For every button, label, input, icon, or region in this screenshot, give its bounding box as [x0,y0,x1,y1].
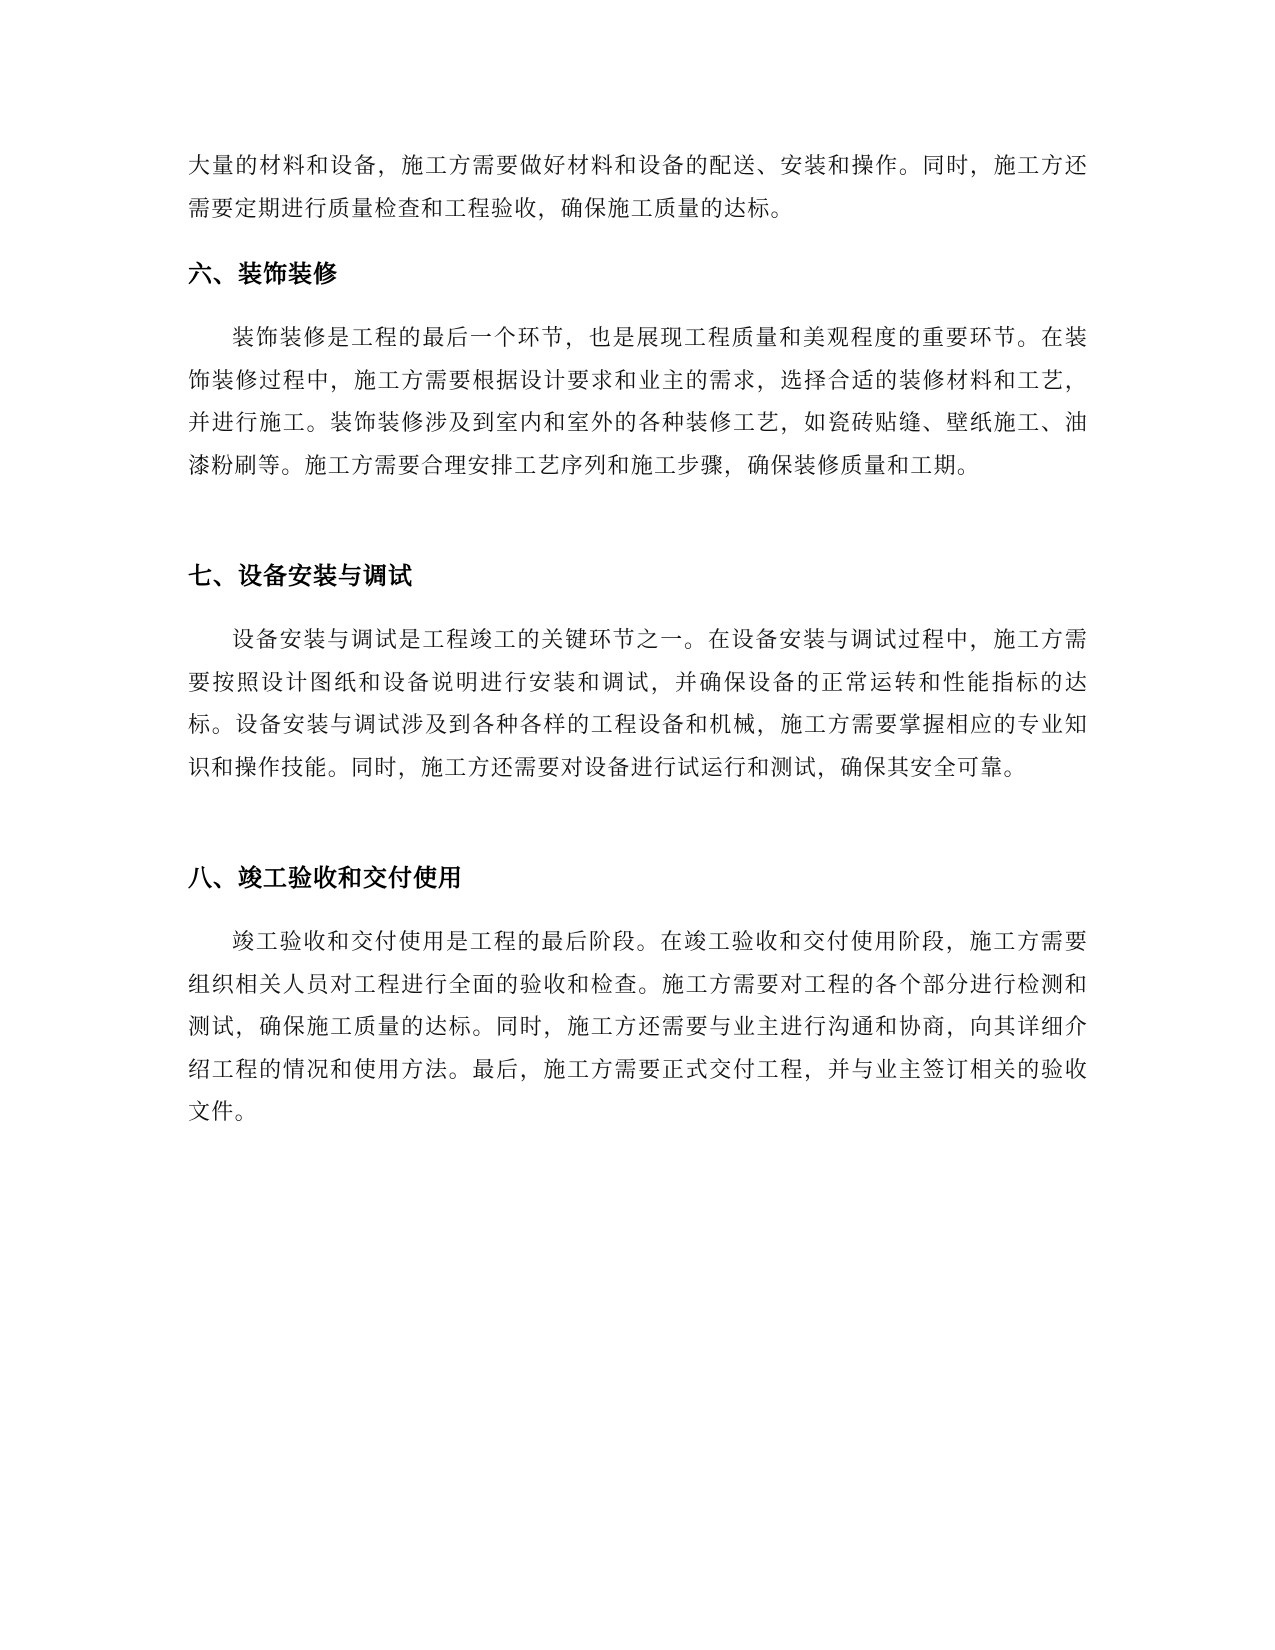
intro-paragraph: 大量的材料和设备，施工方需要做好材料和设备的配送、安装和操作。同时，施工方还需要定期进行质量检查和工程验收，确保施工质量的达标。 [188,154,1088,222]
section-body-equipment: 设备安装与调试是工程竣工的关键环节之一。在设备安装与调试过程中，施工方需要按照设计图纸和设备说明进行安装和调试，并确保设备的正常运转和性能指标的达标。设备安装与调试涉及到各种各样的工程设备和机械，施工方需要掌握相应的专业知识和操作技能。同时，施工方还需要对设备进行试运行和测试，确保其安全可靠。 [188,628,1088,781]
section-heading-decoration: 六、装饰装修 [188,260,338,288]
section-body-decoration: 装饰装修是工程的最后一个环节，也是展现工程质量和美观程度的重要环节。在装饰装修过程中，施工方需要根据设计要求和业主的需求，选择合适的装修材料和工艺，并进行施工。装饰装修涉及到室内和室外的各种装修工艺，如瓷砖贴缝、壁纸施工、油漆粉刷等。施工方需要合理安排工艺序列和施工步骤，确保装修质量和工期。 [188,326,1088,479]
section-body-acceptance: 竣工验收和交付使用是工程的最后阶段。在竣工验收和交付使用阶段，施工方需要组织相关人员对工程进行全面的验收和检查。施工方需要对工程的各个部分进行检测和测试，确保施工质量的达标。同时，施工方还需要与业主进行沟通和协商，向其详细介绍工程的情况和使用方法。最后，施工方需要正式交付工程，并与业主签订相关的验收文件。 [188,930,1088,1125]
section-heading-equipment: 七、设备安装与调试 [188,562,413,590]
section-heading-acceptance: 八、竣工验收和交付使用 [188,864,463,892]
